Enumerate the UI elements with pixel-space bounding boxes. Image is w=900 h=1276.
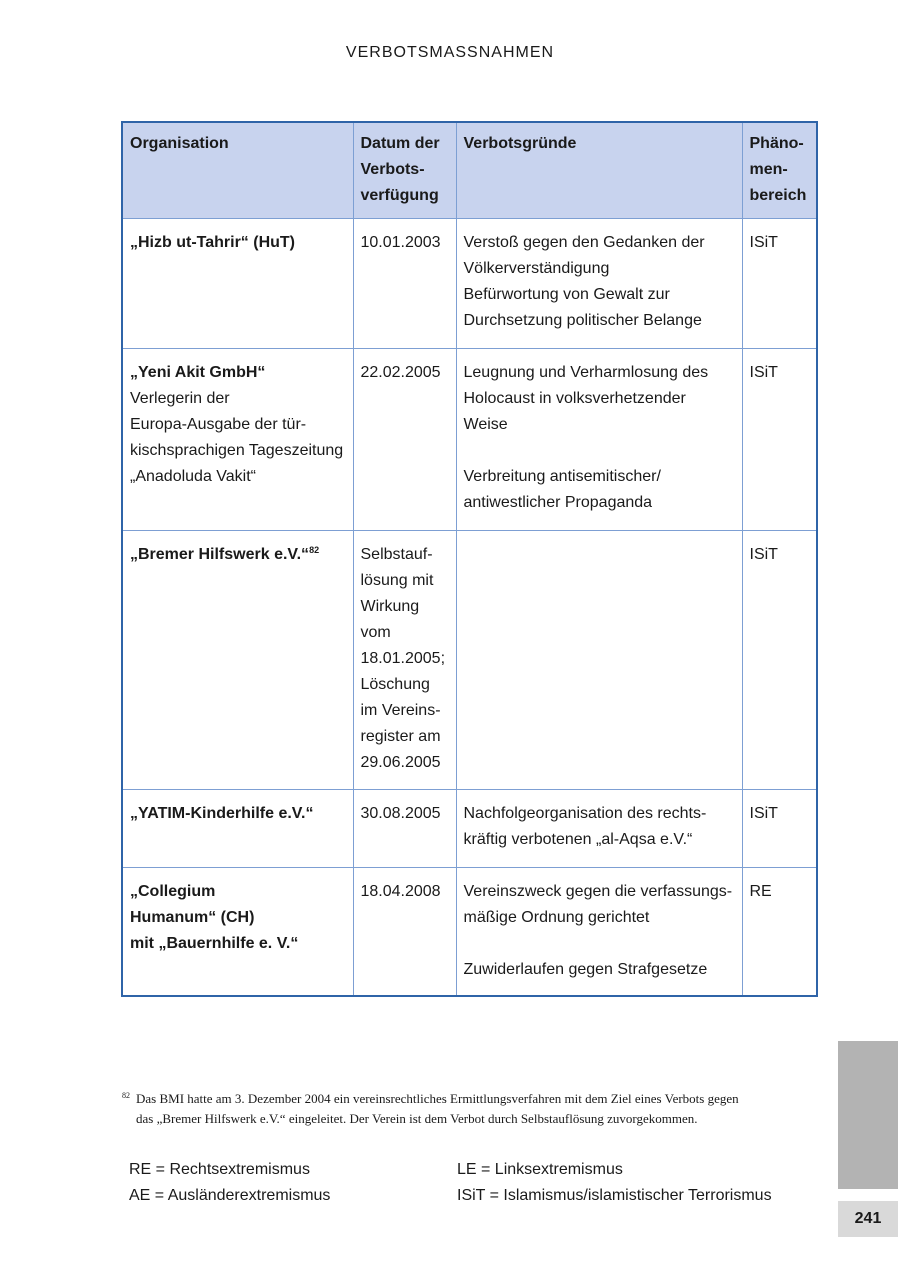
field-value: ISiT: [749, 805, 778, 822]
cell-organisation: [122, 349, 353, 531]
col-header-line: Verbots-: [360, 161, 425, 178]
cell-organisation: [122, 531, 353, 790]
reason-line: mäßige Ordnung gerichtet: [463, 909, 650, 926]
date-line: 22.02.2005: [360, 364, 441, 381]
org-name-line: mit „Bauernhilfe e. V.“: [130, 935, 299, 952]
col-header-line: verfügung: [360, 187, 439, 204]
cell-date: [353, 349, 456, 531]
table-row: [122, 219, 817, 349]
cell-reasons: [456, 868, 742, 996]
reason-line: Leugnung und Verharmlosung des: [463, 364, 709, 381]
cell-date: [353, 790, 456, 868]
field-value: ISiT: [749, 546, 778, 563]
table-row: [122, 349, 817, 531]
date-line: 18.04.2008: [360, 883, 441, 900]
org-name-line: Humanum“ (CH): [130, 909, 255, 926]
date-line: 10.01.2003: [360, 234, 441, 251]
footnote: [122, 1089, 822, 1129]
col-header-line: Organisation: [130, 135, 229, 152]
cell-field: [742, 349, 817, 531]
org-desc-line: Verlegerin der: [130, 390, 230, 407]
footnote-number: 82: [122, 1091, 130, 1100]
reason-line: Verbreitung antisemitischer/: [463, 468, 661, 485]
cell-date: [353, 868, 456, 996]
reason-line: Zuwiderlaufen gegen Strafgesetze: [463, 961, 708, 978]
col-header-gruende: [456, 122, 742, 219]
org-desc-line: Europa-Ausgabe der tür-: [130, 416, 307, 433]
date-line: im Vereins-: [360, 702, 441, 719]
org-name-text: „Bremer Hilfswerk e.V.“: [130, 546, 310, 563]
org-name-line: „Collegium: [130, 883, 216, 900]
cell-reasons: [456, 219, 742, 349]
cell-organisation: [122, 219, 353, 349]
cell-field: [742, 219, 817, 349]
reason-spacer: [464, 438, 735, 464]
cell-date: [353, 531, 456, 790]
cell-reasons: [456, 349, 742, 531]
col-header-line: Datum der: [360, 135, 440, 152]
org-name-line: „YATIM-Kinderhilfe e.V.“: [130, 805, 314, 822]
date-line: Löschung: [360, 676, 430, 693]
footnote-line: Das BMI hatte am 3. Dezember 2004 ein vereinsrechtliches Ermittlungsverfahren mit dem Ziel eines Verbots gegen: [136, 1091, 739, 1106]
prohibition-table: [121, 121, 818, 997]
date-line: Selbstauf-: [360, 546, 433, 563]
legend-le: LE = Linksextremismus: [457, 1161, 623, 1178]
table-row: [122, 790, 817, 868]
col-header-organisation: [122, 122, 353, 219]
table-header-row: [122, 122, 817, 219]
legend-re: RE = Rechtsextremismus: [129, 1161, 310, 1178]
cell-reasons: [456, 531, 742, 790]
cell-organisation: [122, 790, 353, 868]
field-value: RE: [749, 883, 772, 900]
table-row: [122, 868, 817, 996]
date-line: lösung mit: [360, 572, 434, 589]
org-name-line: „Hizb ut-Tahrir“ (HuT): [130, 234, 296, 251]
date-line: vom: [360, 624, 391, 641]
field-value: ISiT: [749, 234, 778, 251]
col-header-line: Phäno-: [749, 135, 804, 152]
reason-line: Weise: [463, 416, 508, 433]
reason-line: Holocaust in volksverhetzender: [463, 390, 686, 407]
reason-line: antiwestlicher Propaganda: [463, 494, 653, 511]
col-header-datum: [353, 122, 456, 219]
col-header-line: bereich: [749, 187, 807, 204]
reason-line: Verstoß gegen den Gedanken der: [463, 234, 705, 251]
cell-reasons: [456, 790, 742, 868]
col-header-line: men-: [749, 161, 788, 178]
page-number: 241: [838, 1201, 898, 1237]
footnote-ref: 82: [309, 545, 320, 555]
page-header: VERBOTSMASSNAHMEN: [345, 44, 555, 61]
reason-line: Völkerverständigung: [463, 260, 610, 277]
org-desc-line: kischsprachigen Tageszeitung: [130, 442, 344, 459]
col-header-bereich: [742, 122, 817, 219]
reason-line: Befürwortung von Gewalt zur: [463, 286, 670, 303]
org-name-line: „Yeni Akit GmbH“: [130, 364, 266, 381]
cell-field: [742, 868, 817, 996]
reason-line: Durchsetzung politischer Belange: [463, 312, 702, 329]
date-line: Wirkung: [360, 598, 420, 615]
cell-date: [353, 219, 456, 349]
reason-line: Vereinszweck gegen die verfassungs-: [463, 883, 733, 900]
field-value: ISiT: [749, 364, 778, 381]
org-name-line: [130, 542, 346, 568]
table-row: [122, 531, 817, 790]
footnote-line: das „Bremer Hilfswerk e.V.“ eingeleitet. Der Verein ist dem Verbot durch Selbstauflösung zuvorgekommen.: [136, 1111, 698, 1126]
col-header-line: Verbotsgründe: [463, 135, 577, 152]
org-desc-line: „Anadoluda Vakit“: [130, 468, 256, 485]
date-line: 18.01.2005;: [360, 650, 446, 667]
reason-line: Nachfolgeorganisation des rechts-: [463, 805, 707, 822]
chapter-tab: [838, 1041, 898, 1189]
legend-ae: AE = Ausländerextremismus: [129, 1187, 331, 1204]
cell-field: [742, 531, 817, 790]
cell-field: [742, 790, 817, 868]
legend-isit: ISiT = Islamismus/islamistischer Terrorismus: [457, 1187, 772, 1204]
date-line: register am: [360, 728, 441, 745]
reason-line: kräftig verbotenen „al-Aqsa e.V.“: [463, 831, 693, 848]
date-line: 29.06.2005: [360, 754, 441, 771]
reason-spacer: [464, 931, 735, 957]
cell-organisation: [122, 868, 353, 996]
date-line: 30.08.2005: [360, 805, 441, 822]
